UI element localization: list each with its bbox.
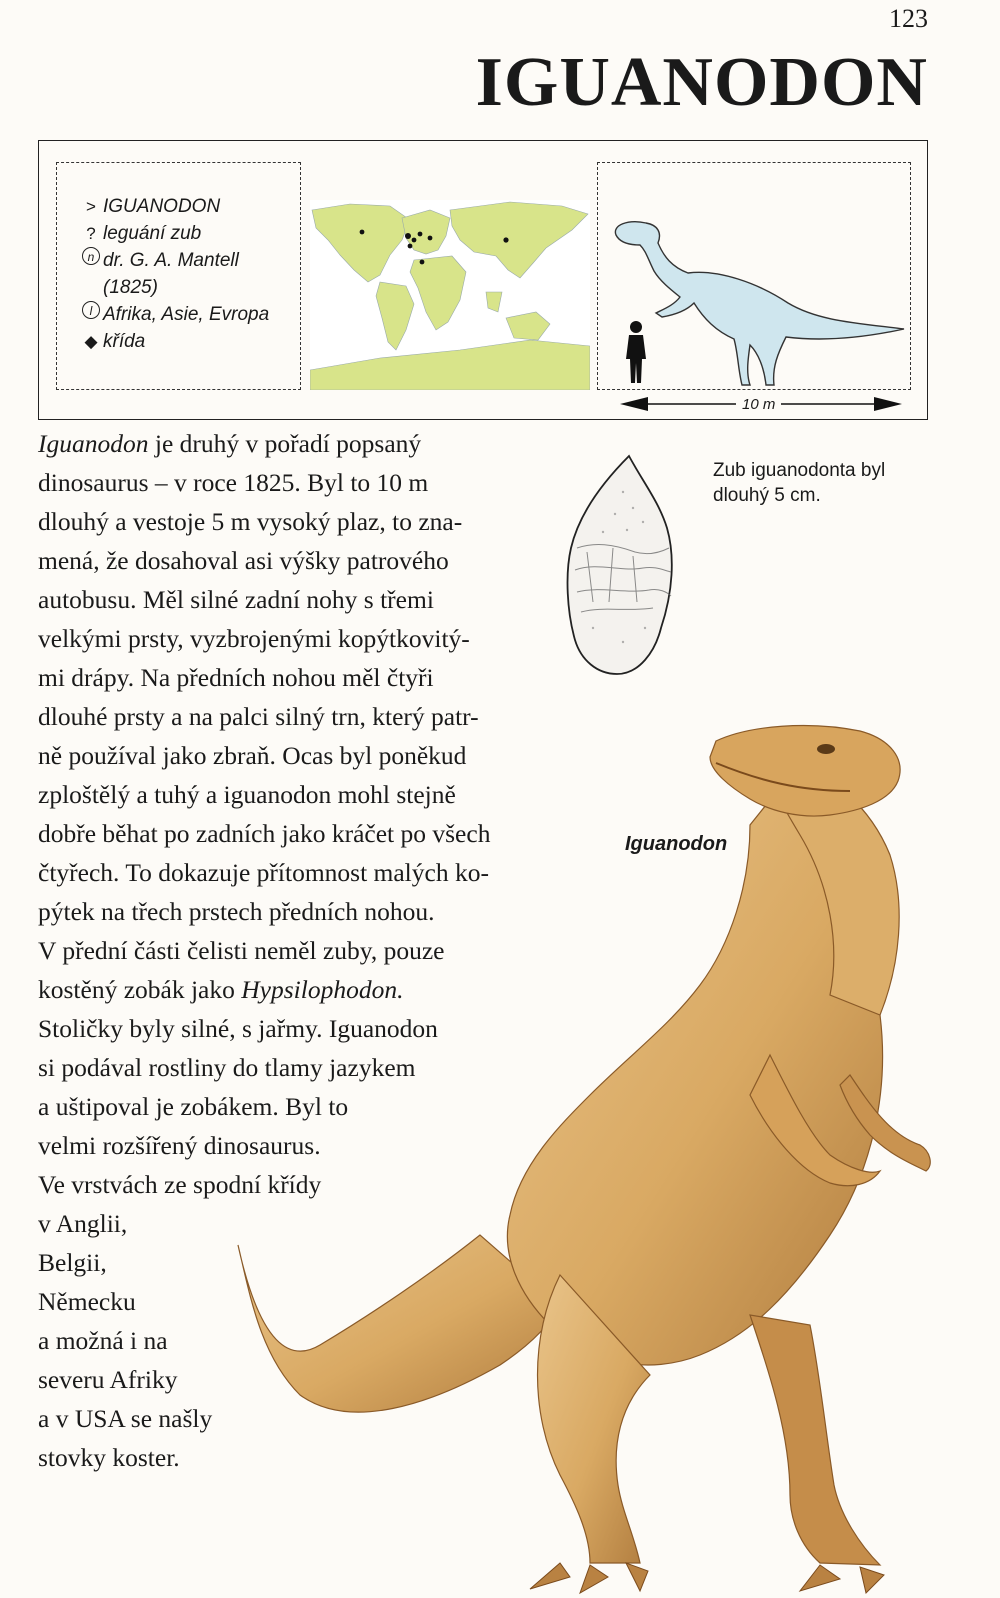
body-line: mená, že dosahoval asi výšky patrového (38, 546, 449, 575)
body-line: mi drápy. Na předních nohou měl čtyři (38, 663, 434, 692)
body-line: Německu (38, 1287, 136, 1316)
scale-arrow-right-icon (874, 397, 902, 411)
fact-symbol: > (86, 197, 96, 216)
fact-text: leguání zub (103, 223, 202, 244)
iguanodon-silhouette (615, 222, 904, 385)
body-line: velmi rozšířený dinosaurus. (38, 1131, 321, 1160)
world-map (310, 200, 590, 390)
body-line: Ve vrstvách ze spodní křídy (38, 1170, 322, 1199)
body-line: ně používal jako zbraň. Ocas byl poněkud (38, 741, 467, 770)
fact-row (79, 274, 300, 301)
body-line: kostěný zobák jako Hypsilophodon. (38, 975, 404, 1004)
fact-row (79, 301, 300, 328)
body-line: severu Afriky (38, 1365, 178, 1394)
dinosaur-label: Iguanodon (625, 833, 728, 855)
body-line: Iguanodon je druhý v pořadí popsaný (38, 429, 422, 458)
fact-row (79, 247, 300, 274)
iguanodon-illustration (230, 715, 940, 1595)
body-line: V přední části čelisti neměl zuby, pouze (38, 936, 445, 965)
tooth-caption-line: Zub iguanodonta byl (713, 460, 886, 481)
fact-symbol: n (79, 247, 103, 265)
tooth-caption-line: dlouhý 5 cm. (713, 485, 821, 506)
fact-symbol: ? (86, 224, 96, 243)
dino-eye (817, 744, 835, 754)
fact-symbol: l (79, 301, 103, 319)
body-line: a možná i na (38, 1326, 168, 1355)
body-line: dlouhý a vestoje 5 m vysoký plaz, to zna- (38, 507, 463, 536)
human-silhouette (626, 321, 646, 383)
tooth-outline (568, 456, 672, 674)
body-line: v Anglii, (38, 1209, 128, 1238)
fact-row (79, 328, 300, 355)
body-line: čtyřech. To dokazuje přítomnost malých ko- (38, 858, 489, 887)
body-line: a v USA se našly (38, 1404, 213, 1433)
tooth-caption (713, 458, 933, 508)
dino-far-leg (750, 1315, 880, 1565)
dino-foot-claws (530, 1563, 884, 1593)
page-title: IGUANODON (475, 44, 928, 121)
body-line: dlouhé prsty a na palci silný trn, který patr- (38, 702, 479, 731)
body-line: stovky koster. (38, 1443, 180, 1472)
fact-symbol: ◆ (84, 332, 98, 351)
fact-text: křída (103, 331, 146, 352)
body-line: zploštělý a tuhý a iguanodon mohl stejně (38, 780, 456, 809)
body-line: a uštipoval je zobákem. Byl to (38, 1092, 349, 1121)
fact-text: Afrika, Asie, Evropa (103, 304, 270, 325)
page-number: 123 (889, 4, 928, 33)
size-comparison-box (597, 162, 911, 390)
body-line: velkými prsty, vyzbrojenými kopýtkovitý- (38, 624, 470, 653)
fact-panel (56, 162, 301, 390)
fact-text: IGUANODON (103, 196, 221, 217)
tooth-illustration (563, 452, 679, 682)
body-line: si podával rostliny do tlamy jazykem (38, 1053, 416, 1082)
body-line: Belgii, (38, 1248, 107, 1277)
size-comparison-drawing (598, 163, 912, 391)
body-line: dobře běhat po zadních jako kráčet po všech (38, 819, 491, 848)
fact-text: dr. G. A. Mantell (103, 250, 239, 271)
body-line: pýtek na třech prstech předních nohou. (38, 897, 435, 926)
scale-label: 10 m (736, 396, 781, 413)
body-line: Stoličky byly silné, s jařmy. Iguanodon (38, 1014, 438, 1043)
fact-row (79, 220, 300, 247)
fact-row (79, 193, 300, 220)
fact-text: (1825) (103, 277, 158, 298)
scale-arrow-left-icon (620, 397, 648, 411)
body-line: autobusu. Měl silné zadní nohy s třemi (38, 585, 434, 614)
body-line: dinosaurus – v roce 1825. Byl to 10 m (38, 468, 429, 497)
